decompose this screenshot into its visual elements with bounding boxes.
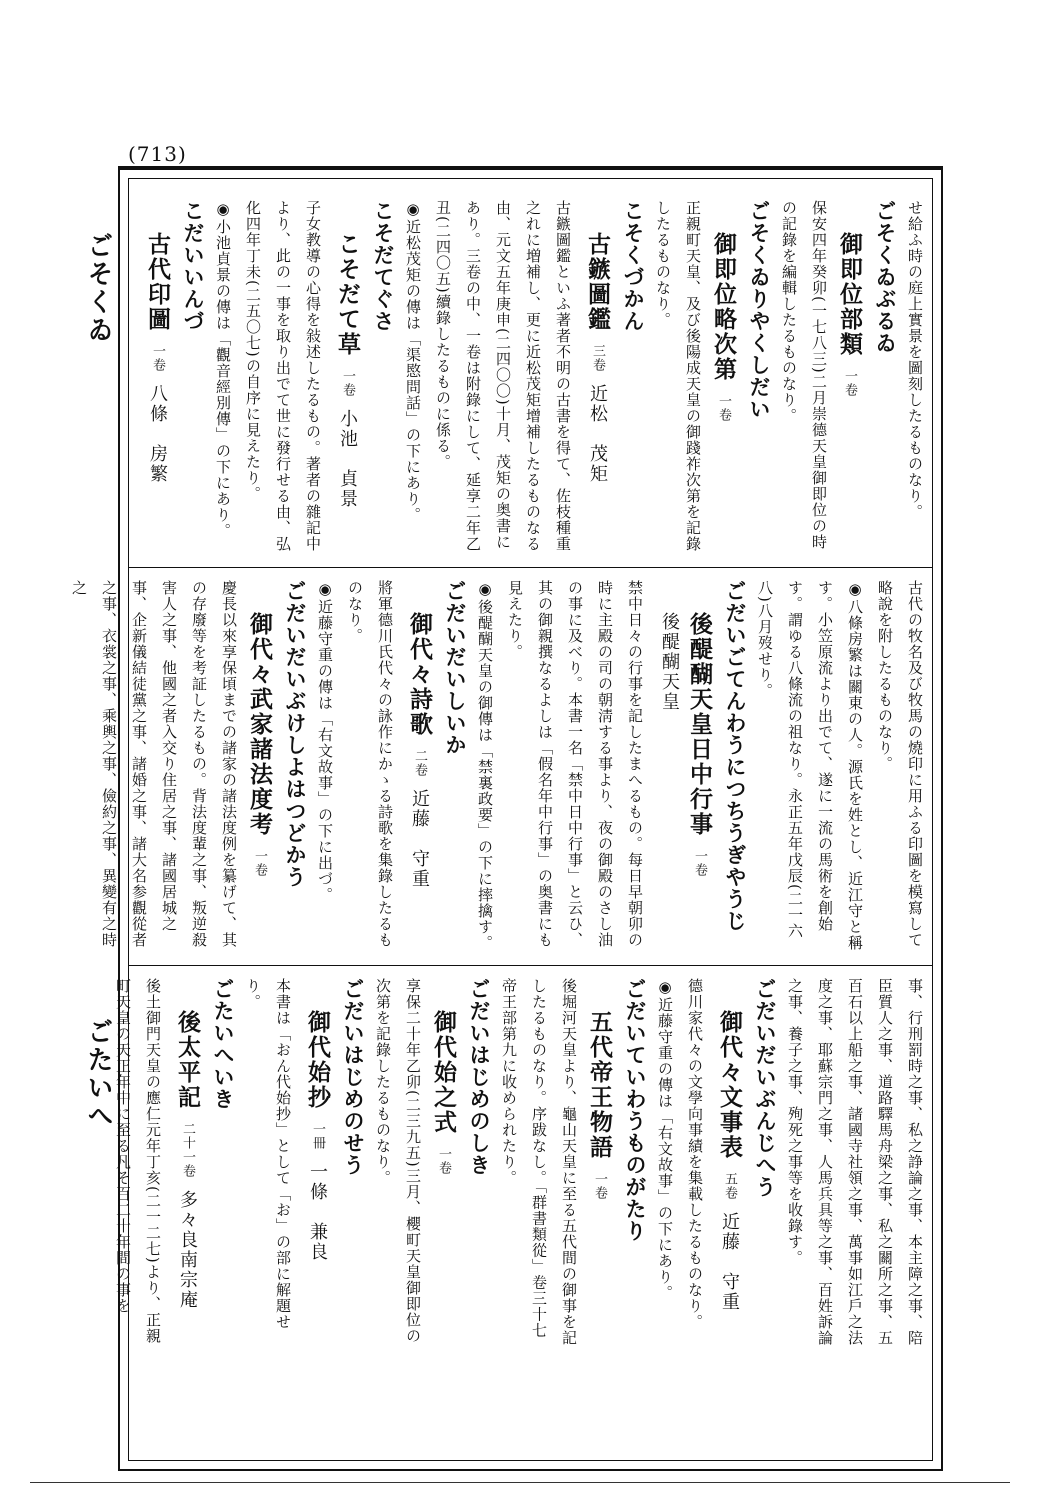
entry-description: 子女教導の心得を敍述したるもの。著者の雜記中より、此の一事を取り出でて世に發行せる由、弘化四年丁未(二五〇七)の自序に見えたり。 xyxy=(244,200,322,552)
entry-reading-heading: ごだいていわうものがたり xyxy=(623,978,648,1242)
entry-title: 古代印圖 xyxy=(144,232,171,332)
entry-reading-heading: こそくづかん xyxy=(621,200,646,332)
dictionary-entry xyxy=(108,978,238,1350)
dictionary-entry xyxy=(750,580,930,954)
entry-title: 後醍醐天皇日中行事 xyxy=(686,612,713,837)
entry-reading-heading: ごだいだいしいか xyxy=(443,580,468,756)
entry-description: せ給ふ時の庭上實景を圖刻したるものなり。 xyxy=(906,200,924,520)
entry-description: 保安四年癸卯(一七八三)二月崇德天皇御即位の時の記錄を編輯したるものなり。 xyxy=(780,200,828,550)
entry-volume-count: 一卷 xyxy=(340,369,355,397)
dictionary-entry xyxy=(494,978,650,1350)
dictionary-entry xyxy=(398,200,648,555)
entry-author: 近藤 守重 xyxy=(719,1212,740,1312)
bottom-rule xyxy=(30,1482,1010,1483)
dictionary-entry xyxy=(238,978,368,1350)
section-divider-1 xyxy=(128,567,933,568)
dictionary-entry xyxy=(650,978,780,1350)
entry-description: 事、行刑罰時之事、私之諍論之事、本主障之事、陪臣質人之事、道路驛馬舟梁之事、私之關所之事、五百石以上船之事、諸國寺社領之事、萬事如江戶之法度之事、耶蘇宗門之事、人馬兵具等之事、百姓訴論之事、養子之事、殉死之事等を收錄す。 xyxy=(786,978,924,1346)
dictionary-entry xyxy=(368,978,494,1350)
entry-description: ◉近藤守重の傳は「右文故事」の下にあり。 xyxy=(656,978,674,1301)
entry-description: ◉後醍醐天皇の御傳は「禁裏政要」の下に摔擒す。 xyxy=(476,580,494,951)
entry-title: 御代々詩歌 xyxy=(406,612,433,737)
dictionary-entry xyxy=(208,200,398,555)
entry-description: 慶長以來享保頃までの諸家の諸法度例を纂げて、其の存廢等を考証したるもの。背法度輩之事、叛逆殺害人之事、他國之者入交り住居之事、諸國居城之事、企新儀結徒黨之事、諸婚之事、諸大名参觀從者之事、衣裳之事、乘輿之事、儉約之事、異變有之時之 xyxy=(70,580,238,948)
dictionary-entry xyxy=(780,978,930,1350)
entry-title-line xyxy=(328,200,362,555)
entry-reading-heading: こそだてぐさ xyxy=(371,200,396,332)
entry-description: 將軍德川氏代々の詠作にかゝる詩歌を集錄したるものなり。 xyxy=(346,580,394,948)
entry-volume-count: 一冊 xyxy=(310,1122,325,1150)
dictionary-entry xyxy=(648,200,774,555)
entry-title: 御代始之式 xyxy=(430,1010,457,1135)
entry-volume-count: 二卷 xyxy=(412,749,427,777)
entry-reading-heading: ごだいはじめのせう xyxy=(341,978,366,1176)
entry-title-line xyxy=(168,978,202,1350)
entry-title-line xyxy=(708,200,738,555)
entry-reading-heading: ごそくゐぶるゐ xyxy=(873,200,898,354)
section-middle xyxy=(70,580,930,954)
entry-description: 正親町天皇、及び後陽成天皇の御踐祚次第を記錄したるものなり。 xyxy=(654,200,702,552)
entry-title: 後太平記 xyxy=(174,1010,201,1110)
entry-description: ◉近松茂矩の傳は「渠愍問話」の下にあり。 xyxy=(404,200,422,523)
entry-description: 德川家代々の文學向事績を集載したるものなり。 xyxy=(686,978,704,1330)
entry-title-line xyxy=(650,580,714,954)
entry-title-line xyxy=(834,200,864,555)
entry-description: 後堀河天皇より、龜山天皇に至る五代間の御事を記したるものなり。序跋なし。「群書類從」卷三十七帝王部第九に收められたり。 xyxy=(500,978,578,1346)
entry-description: 禁中日々の行事を記したまへるもの。每日早朝卯の時に主殿の司の朝淸する事より、夜の御殿のさし油の事に及べり。本書一名「禁中日中行事」と云ひ、其の御親撰なるよしは「假名年中行事」の奥書にも見えたり。 xyxy=(506,580,644,948)
entry-reading-heading: ごだいだいぶけしよはつどかう xyxy=(283,580,308,888)
entry-title-line xyxy=(138,200,172,555)
entry-description: 古鏃圖鑑といふ著者不明の古書を得て、佐枝種重之れに増補し、更に近松茂矩增補したるものなる由、元文五年庚申(二四〇〇)十月、茂矩の奥書にあり。三卷の中、一卷は附錄にして、延享二年乙丑(二四〇五)續錄したるものに係る。 xyxy=(434,200,572,552)
entry-reading-heading: ごだいだいぶんじへう xyxy=(753,978,778,1198)
entry-reading-heading: ごそくゐりやくしだい xyxy=(747,200,772,420)
entry-volume-count: 一卷 xyxy=(436,1147,451,1175)
dictionary-entry xyxy=(64,580,310,954)
entry-title: 五代帝王物語 xyxy=(586,1010,613,1160)
entry-volume-count: 一卷 xyxy=(692,849,707,877)
entry-volume-count: 一卷 xyxy=(842,369,857,397)
entry-volume-count: 三卷 xyxy=(590,344,605,372)
dictionary-entry xyxy=(310,580,470,954)
dictionary-entry xyxy=(900,200,930,555)
thumb-index-top: ごそくゐ xyxy=(83,232,113,344)
entry-description: 享保二十年乙卯(二三九五)三月、櫻町天皇御即位の次第を記錄したるものなり。 xyxy=(374,978,422,1344)
section-top xyxy=(140,200,930,555)
dictionary-entry xyxy=(470,580,750,954)
entry-title: 御代始抄 xyxy=(304,1010,331,1110)
entry-title: 御即位略次第 xyxy=(710,232,737,382)
entry-author: 多々良南宗庵 xyxy=(177,1190,198,1310)
entry-reading-heading: ごだいごてんわうにつちうぎやうじ xyxy=(723,580,748,932)
section-divider-2 xyxy=(128,965,933,966)
entry-author: 小池 貞景 xyxy=(337,409,358,509)
entry-title-line xyxy=(710,978,744,1350)
entry-title: 御代々文事表 xyxy=(716,1010,743,1160)
entry-title-line xyxy=(584,978,614,1350)
section-bottom xyxy=(114,978,930,1350)
entry-volume-count: 一卷 xyxy=(252,849,267,877)
entry-title-line xyxy=(578,200,612,555)
entry-title-line xyxy=(428,978,458,1350)
entry-volume-count: 二十一卷 xyxy=(180,1122,195,1178)
entry-title: こそだて草 xyxy=(334,232,361,357)
entry-title-line xyxy=(298,978,332,1350)
entry-title-line xyxy=(244,580,274,954)
entry-author: 八條 房繁 xyxy=(147,384,168,484)
entry-description: 古代の牧名及び牧馬の燒印に用ふる印圖を模寫して略說を附したるものなり。 xyxy=(876,580,924,948)
entry-reading-heading: ごだいはじめのしき xyxy=(467,978,492,1176)
entry-description: ◉八條房繁は關東の人。源氏を姓とし、近江守と稱す。小笠原流より出でて、遂に一流の馬術を創始す。謂ゆる八條流の祖なり。永正五年戊辰(二一六八)八月歿せり。 xyxy=(756,580,864,951)
dictionary-entry xyxy=(138,200,208,555)
entry-author: 近松 茂矩 xyxy=(587,384,608,484)
entry-description: ◉小池貞景の傳は「觀音經別傳」の下にあり。 xyxy=(214,200,232,539)
entry-title: 御代々武家諸法度考 xyxy=(246,612,273,837)
entry-reading-heading: ごたいへいき xyxy=(211,978,236,1110)
dictionary-entry xyxy=(774,200,900,555)
entry-description: 後土御門天皇の應仁元年丁亥(二一二七)より、正親町天皇の天正年中に至る凡そ百二十年間の事を xyxy=(114,978,162,1344)
entry-volume-count: 五卷 xyxy=(722,1172,737,1200)
entry-title-line xyxy=(400,580,434,954)
entry-volume-count: 一卷 xyxy=(150,344,165,372)
page-number: (713) xyxy=(128,142,187,166)
entry-title: 古鏃圖鑑 xyxy=(584,232,611,332)
thumb-index-bottom: ごたいへ xyxy=(83,1018,113,1130)
entry-reading-heading: こだいいんづ xyxy=(181,200,206,332)
entry-description: ◉近藤守重の傳は「右文故事」の下に出づ。 xyxy=(316,580,334,903)
entry-author: 後醍醐天皇 xyxy=(659,612,680,712)
entry-volume-count: 一卷 xyxy=(716,394,731,422)
entry-author: 近藤 守重 xyxy=(409,789,430,889)
entry-description: 本書は「おん代始抄」として「お」の部に解題せり。 xyxy=(244,978,292,1330)
entry-author: 一條 兼良 xyxy=(307,1162,328,1262)
entry-volume-count: 一卷 xyxy=(592,1172,607,1200)
entry-title: 御即位部類 xyxy=(836,232,863,357)
